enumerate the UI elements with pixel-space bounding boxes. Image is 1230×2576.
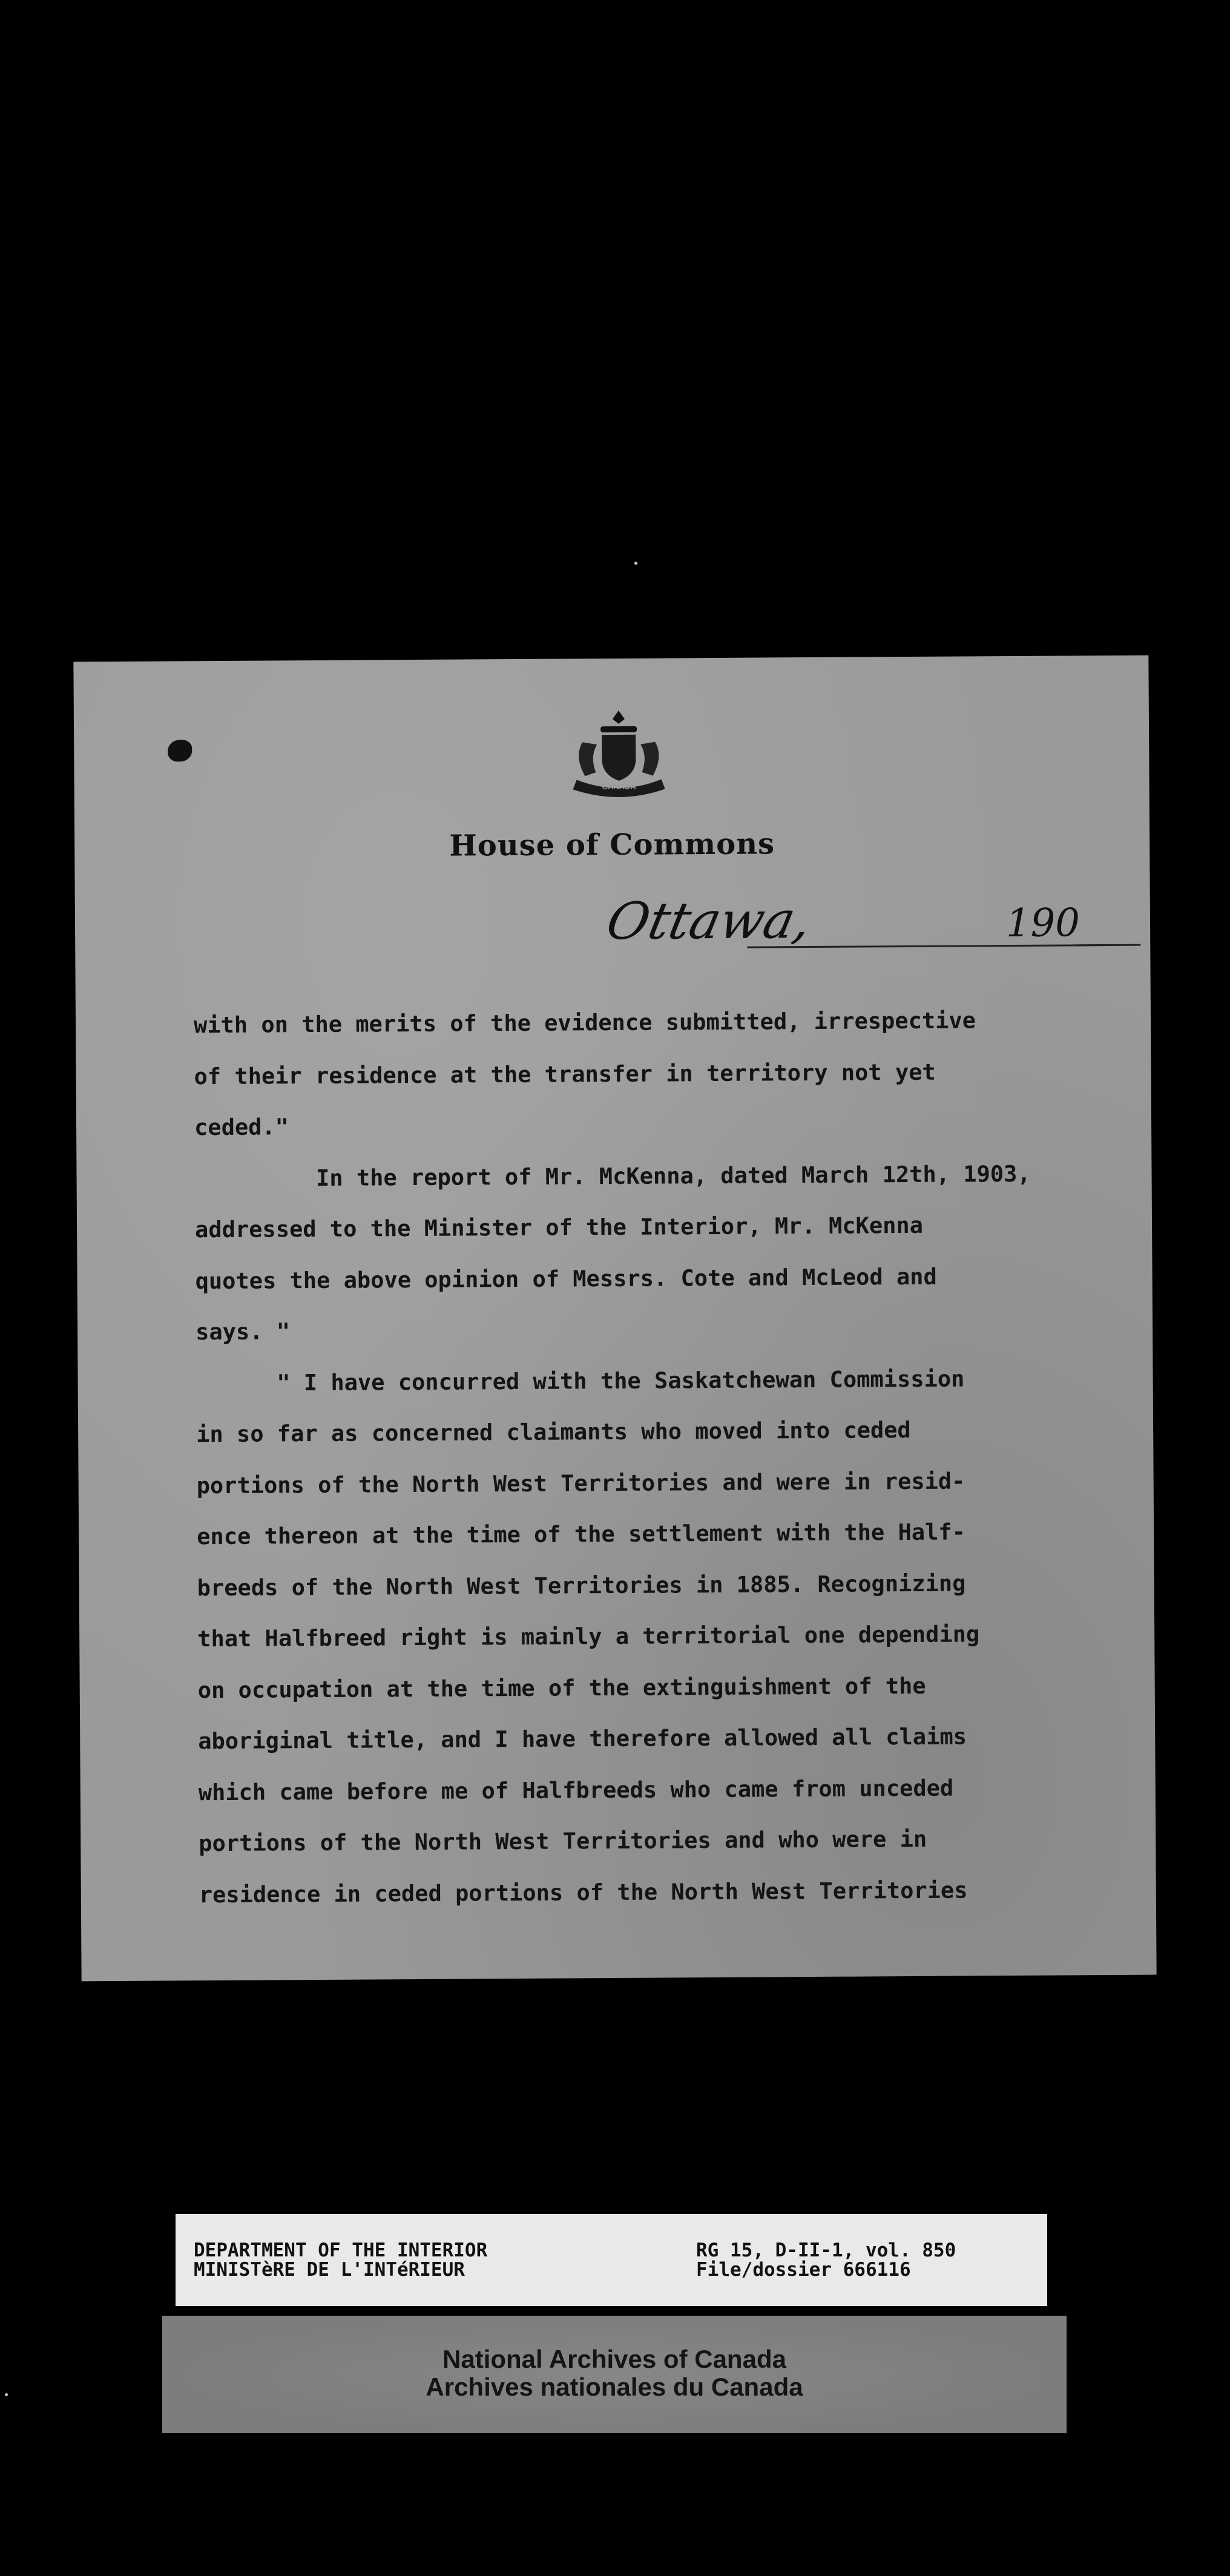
place-name: Ottawa,	[601, 890, 817, 951]
letterhead-title: House of Commons	[449, 827, 775, 863]
body-line: with on the merits of the evidence submitted, irrespective	[193, 1007, 976, 1039]
body-line: portions of the North West Territories and were in resid-	[196, 1467, 965, 1499]
body-line: addressed to the Minister of the Interior, Mr. McKenna	[194, 1212, 924, 1243]
crest-ribbon-text: CANADA	[602, 781, 636, 792]
file-reference	[696, 2241, 956, 2279]
film-speck	[634, 562, 637, 565]
archive-name-en: National Archives of Canada	[442, 2345, 786, 2373]
year-prefix: 190	[1005, 901, 1080, 947]
body-line: ceded."	[194, 1114, 289, 1141]
archive-banner	[162, 2316, 1067, 2433]
department-name-en: DEPARTMENT OF THE INTERIOR	[194, 2239, 488, 2261]
body-line: quotes the above opinion of Messrs. Cote and McLeod and	[195, 1263, 937, 1294]
archive-name-fr: Archives nationales du Canada	[426, 2373, 803, 2401]
ink-blot	[168, 740, 192, 761]
body-line: of their residence at the transfer in territory not yet	[194, 1059, 936, 1089]
film-speck	[5, 2393, 8, 2396]
body-line: ence thereon at the time of the settlement with the Half-	[197, 1519, 966, 1550]
body-line: which came before me of Halfbreeds who came from unceded	[198, 1775, 954, 1806]
coat-of-arms-crest	[558, 705, 680, 803]
body-line: on occupation at the time of the extinguishment of the	[197, 1672, 926, 1703]
body-line: breeds of the North West Territories in 1885. Recognizing	[197, 1569, 966, 1601]
place-date-line	[601, 889, 1141, 958]
archive-reference-label	[176, 2214, 1047, 2306]
document-page	[73, 656, 1156, 1982]
body-line: In the report of Mr. McKenna, dated March 12th, 1903,	[194, 1160, 1031, 1192]
body-line: " I have concurred with the Saskatchewan Commission	[196, 1365, 965, 1396]
department-name-fr: MINISTèRE DE L'INTéRIEUR	[194, 2259, 465, 2281]
body-line: in so far as concerned claimants who moved into ceded	[196, 1417, 911, 1448]
crest-icon	[558, 705, 680, 803]
body-line: aboriginal title, and I have therefore allowed all claims	[198, 1723, 967, 1755]
body-line: portions of the North West Territories and who were in	[199, 1825, 927, 1857]
department-name	[194, 2241, 487, 2279]
body-line: that Halfbreed right is mainly a territorial one depending	[197, 1621, 980, 1652]
year-rule	[1074, 944, 1140, 947]
record-group-ref: RG 15, D-II-1, vol. 850	[696, 2239, 956, 2261]
file-dossier-ref: File/dossier 666116	[696, 2259, 911, 2281]
letter-body	[194, 994, 1083, 1920]
body-line: residence in ceded portions of the North West Territories	[199, 1876, 968, 1908]
body-line: says. "	[195, 1318, 291, 1346]
